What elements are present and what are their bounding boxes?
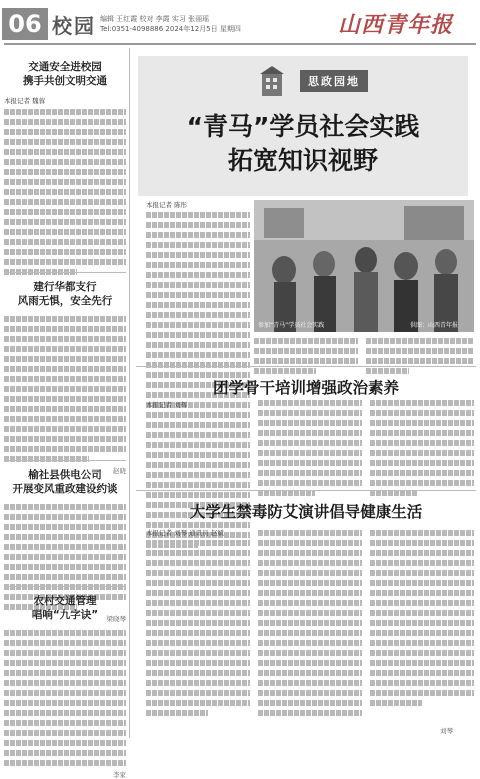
article-body <box>4 316 126 462</box>
article3-body-col2 <box>258 530 362 720</box>
feature-body-col3 <box>366 338 474 378</box>
article3-signature: 刘琴 <box>440 727 453 735</box>
feature-byline: 本报记者 陈彤 <box>146 201 188 209</box>
left-article-signature: 梁晓琴 <box>106 615 126 623</box>
left-article-title: 交通安全进校园 携手共创文明交通 <box>23 61 107 87</box>
editor-line: 编辑 王红霞 校对 李霞 实习 张丽瑶 <box>100 15 210 23</box>
photo-credit: 供图：山西青年报 <box>410 322 459 329</box>
article2-body-col3 <box>370 400 474 500</box>
article-body <box>4 109 126 275</box>
article3-body-col1 <box>146 540 250 720</box>
newspaper-logo: 山西青年报 <box>338 12 454 38</box>
page-header <box>0 0 480 46</box>
left-separator <box>4 586 126 587</box>
left-article-title: 建行华都支行 风雨无惧，安全先行 <box>17 281 113 307</box>
feature-banner <box>138 56 468 196</box>
article2-body-col1 <box>146 412 250 492</box>
photo-caption: 参加“青马”学员社会实践 <box>258 322 325 329</box>
article2-byline: 本报记者 刘辉 <box>146 401 188 409</box>
date-line: Tel:0351-4098886 2024年12月5日 星期四 <box>100 25 241 33</box>
page-number: 06 <box>2 8 48 40</box>
left-article-byline: 本报记者 魏蓉 <box>4 97 46 105</box>
left-article-title: 农村交通管理 唱响“九字诀” <box>31 595 99 621</box>
left-article-title: 榆社县供电公司 开展变风重政建设约谈 <box>12 469 118 495</box>
left-separator <box>4 460 126 461</box>
feature-body-col2 <box>254 338 358 378</box>
feature-title: “青马”学员社会实践 拓宽知识视野 <box>186 112 420 175</box>
section-divider <box>136 490 476 491</box>
left-column <box>4 48 126 779</box>
left-article-2 <box>4 280 126 475</box>
left-article-4 <box>4 594 126 779</box>
section-title: 校园 <box>52 14 96 38</box>
article3-title: 大学生禁毒防艾演讲倡导健康生活 <box>189 503 423 521</box>
article3-byline: 本报记者 刘琴 通讯员 赵斌 <box>146 529 224 537</box>
column-divider <box>129 48 130 738</box>
section-tag: 思政园地 <box>300 70 368 92</box>
article2-body-col2 <box>258 400 362 500</box>
header-divider <box>4 43 476 45</box>
article-body <box>4 630 126 766</box>
feature-photo <box>254 200 474 332</box>
left-article-signature: 赵晓 <box>113 467 126 475</box>
section-divider <box>136 366 476 367</box>
left-article-1 <box>4 60 126 279</box>
left-article-signature: 李家 <box>113 771 126 779</box>
left-separator <box>4 272 126 273</box>
article2-title: 团学骨干培训增强政治素养 <box>212 379 399 397</box>
article3-body-col3 <box>370 530 474 710</box>
